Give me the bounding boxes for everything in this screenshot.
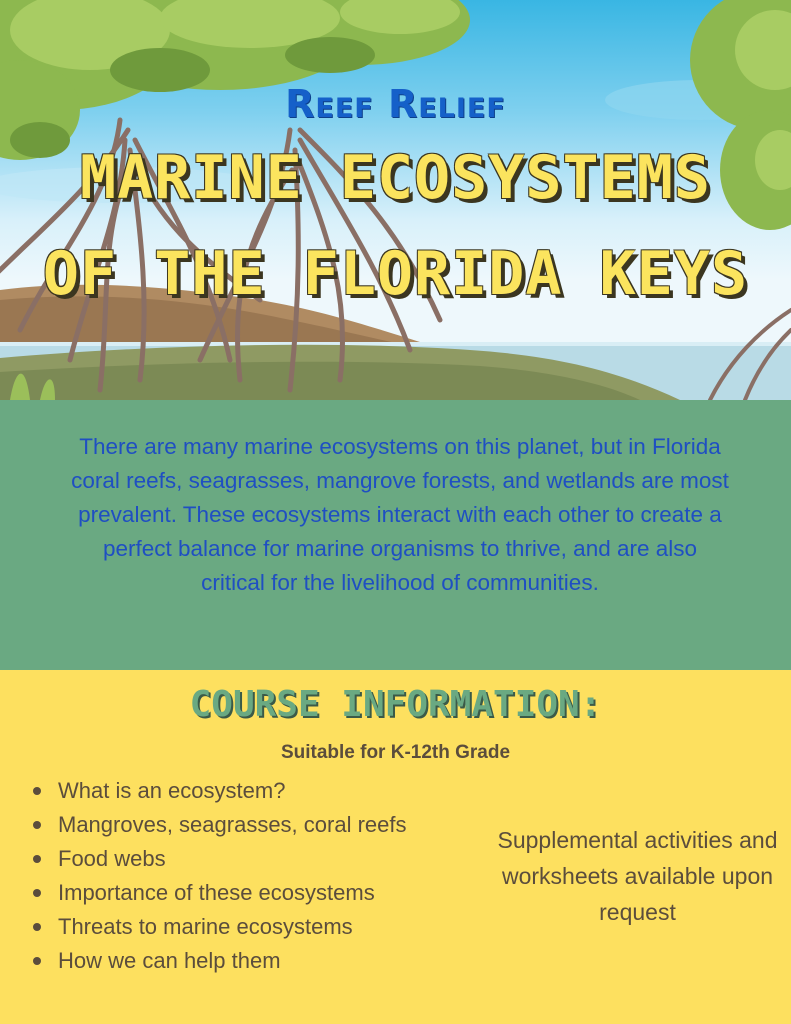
course-grade-level: Suitable for K-12th Grade — [280, 742, 511, 763]
page-title-line1: MARINE ECOSYSTEMS — [79, 143, 712, 213]
topic-label: How we can help them — [58, 948, 281, 973]
intro-section — [0, 400, 791, 670]
brand-logo: Reef Relief — [285, 82, 506, 126]
list-item — [30, 808, 480, 842]
topic-label: Food webs — [58, 846, 166, 871]
topic-label: What is an ecosystem? — [58, 778, 286, 803]
list-item — [30, 944, 480, 978]
page-title-line2: OF THE FLORIDA KEYS — [42, 239, 749, 309]
topic-label: Mangroves, seagrasses, coral reefs — [58, 812, 407, 837]
list-item — [30, 842, 480, 876]
list-item — [30, 876, 480, 910]
topic-list — [30, 774, 480, 978]
supplemental-note: Supplemental activities and worksheets available upon request — [497, 827, 778, 925]
bullet-icon — [33, 957, 41, 965]
hero-banner — [0, 0, 791, 400]
list-item — [30, 774, 480, 808]
topic-label: Importance of these ecosystems — [58, 880, 375, 905]
bullet-icon — [33, 855, 41, 863]
topic-label: Threats to marine ecosystems — [58, 914, 353, 939]
intro-paragraph: There are many marine ecosystems on this planet, but in Florida coral reefs, seagrasses, mangrove forests, and wetlands are most prevalent. These ecosystems interact with each other to create a perfect balance for marine organisms to thrive, and are also critical for the livelihood of communities. — [71, 434, 729, 595]
course-section — [0, 670, 791, 1024]
bullet-icon — [33, 889, 41, 897]
bullet-icon — [33, 923, 41, 931]
course-heading: COURSE INFORMATION: — [189, 684, 602, 725]
list-item — [30, 910, 480, 944]
bullet-icon — [33, 787, 41, 795]
bullet-icon — [33, 821, 41, 829]
